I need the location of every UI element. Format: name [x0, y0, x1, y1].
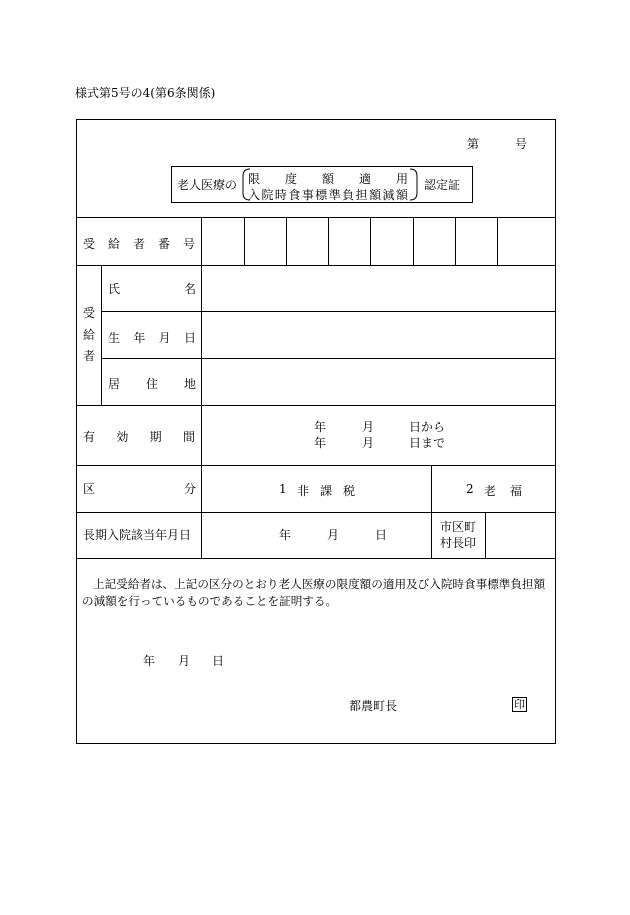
digit-cell-divider	[413, 217, 414, 265]
form-id: 様式第5号の4(第6条関係)	[75, 86, 216, 100]
seal-divider	[431, 512, 432, 558]
seal-label-2: 村長印	[440, 536, 477, 550]
category-option-1-number: 1	[279, 482, 287, 496]
long-stay-year: 年	[279, 528, 292, 542]
row-divider	[76, 465, 556, 466]
address-field[interactable]	[202, 359, 555, 405]
digit-cell-divider	[370, 217, 371, 265]
validity-from-day: 日から	[409, 420, 446, 434]
certification-date-month: 月	[178, 654, 191, 668]
long-stay-label: 長期入院該当年月日	[83, 528, 192, 542]
row-divider	[76, 558, 556, 559]
long-stay-month: 月	[327, 528, 340, 542]
row-divider	[76, 405, 556, 406]
certification-text-line-2: の減額を行っているものであることを証明する。	[82, 594, 338, 608]
seal-label-1: 市区町	[440, 520, 477, 534]
number-dai: 第	[467, 137, 480, 151]
digit-cell-divider	[497, 217, 498, 265]
category-option-2-text: 老 福	[484, 484, 522, 498]
recipient-number-label: 受 給 者 番 号	[83, 237, 195, 251]
category-option-2-number: 2	[466, 482, 474, 496]
name-label-b: 名	[184, 282, 197, 296]
name-field[interactable]	[202, 266, 555, 311]
name-label-a: 氏	[108, 282, 121, 296]
certification-date-year: 年	[143, 654, 156, 668]
validity-to-month: 月	[362, 436, 375, 450]
issuer-name: 都農町長	[349, 699, 398, 713]
validity-from-month: 月	[362, 420, 375, 434]
title-suffix: 認定証	[424, 178, 461, 192]
recipient-group-label: 受 給 者	[83, 306, 96, 363]
right-bracket-icon	[408, 168, 420, 201]
group-column-divider	[101, 265, 102, 405]
digit-cell-divider	[328, 217, 329, 265]
validity-from-year: 年	[314, 420, 327, 434]
category-label-b: 分	[184, 482, 197, 496]
address-label: 居 住 地	[108, 377, 196, 391]
category-divider	[431, 465, 432, 512]
birthdate-field[interactable]	[202, 312, 555, 358]
certification-date-day: 日	[212, 654, 225, 668]
certification-text-line-1: 上記受給者は、上記の区分のとおり老人医療の限度額の適用及び入院時食事標準負担額	[93, 577, 546, 591]
validity-label: 有 効 期 間	[83, 430, 195, 444]
row-divider	[76, 512, 556, 513]
title-line-1: 限 度 額 適 用	[248, 172, 408, 186]
seal-stamp-icon: 印	[514, 698, 525, 711]
birthdate-label: 生 年 月 日	[108, 331, 196, 345]
title-line-2: 入 院 時 食 事 標 準 負 担 額 減 額	[248, 188, 408, 202]
validity-to-day: 日まで	[409, 436, 446, 450]
number-go: 号	[515, 137, 528, 151]
digit-cell-divider	[455, 217, 456, 265]
row-divider	[76, 217, 556, 218]
seal-field[interactable]	[486, 513, 555, 558]
category-option-1-text: 非 課 税	[297, 484, 355, 498]
digit-cell-divider	[244, 217, 245, 265]
long-stay-day: 日	[375, 528, 388, 542]
validity-to-year: 年	[314, 436, 327, 450]
title-prefix: 老人医療の	[177, 178, 238, 192]
digit-cell-divider	[286, 217, 287, 265]
category-label-a: 区	[83, 482, 96, 496]
